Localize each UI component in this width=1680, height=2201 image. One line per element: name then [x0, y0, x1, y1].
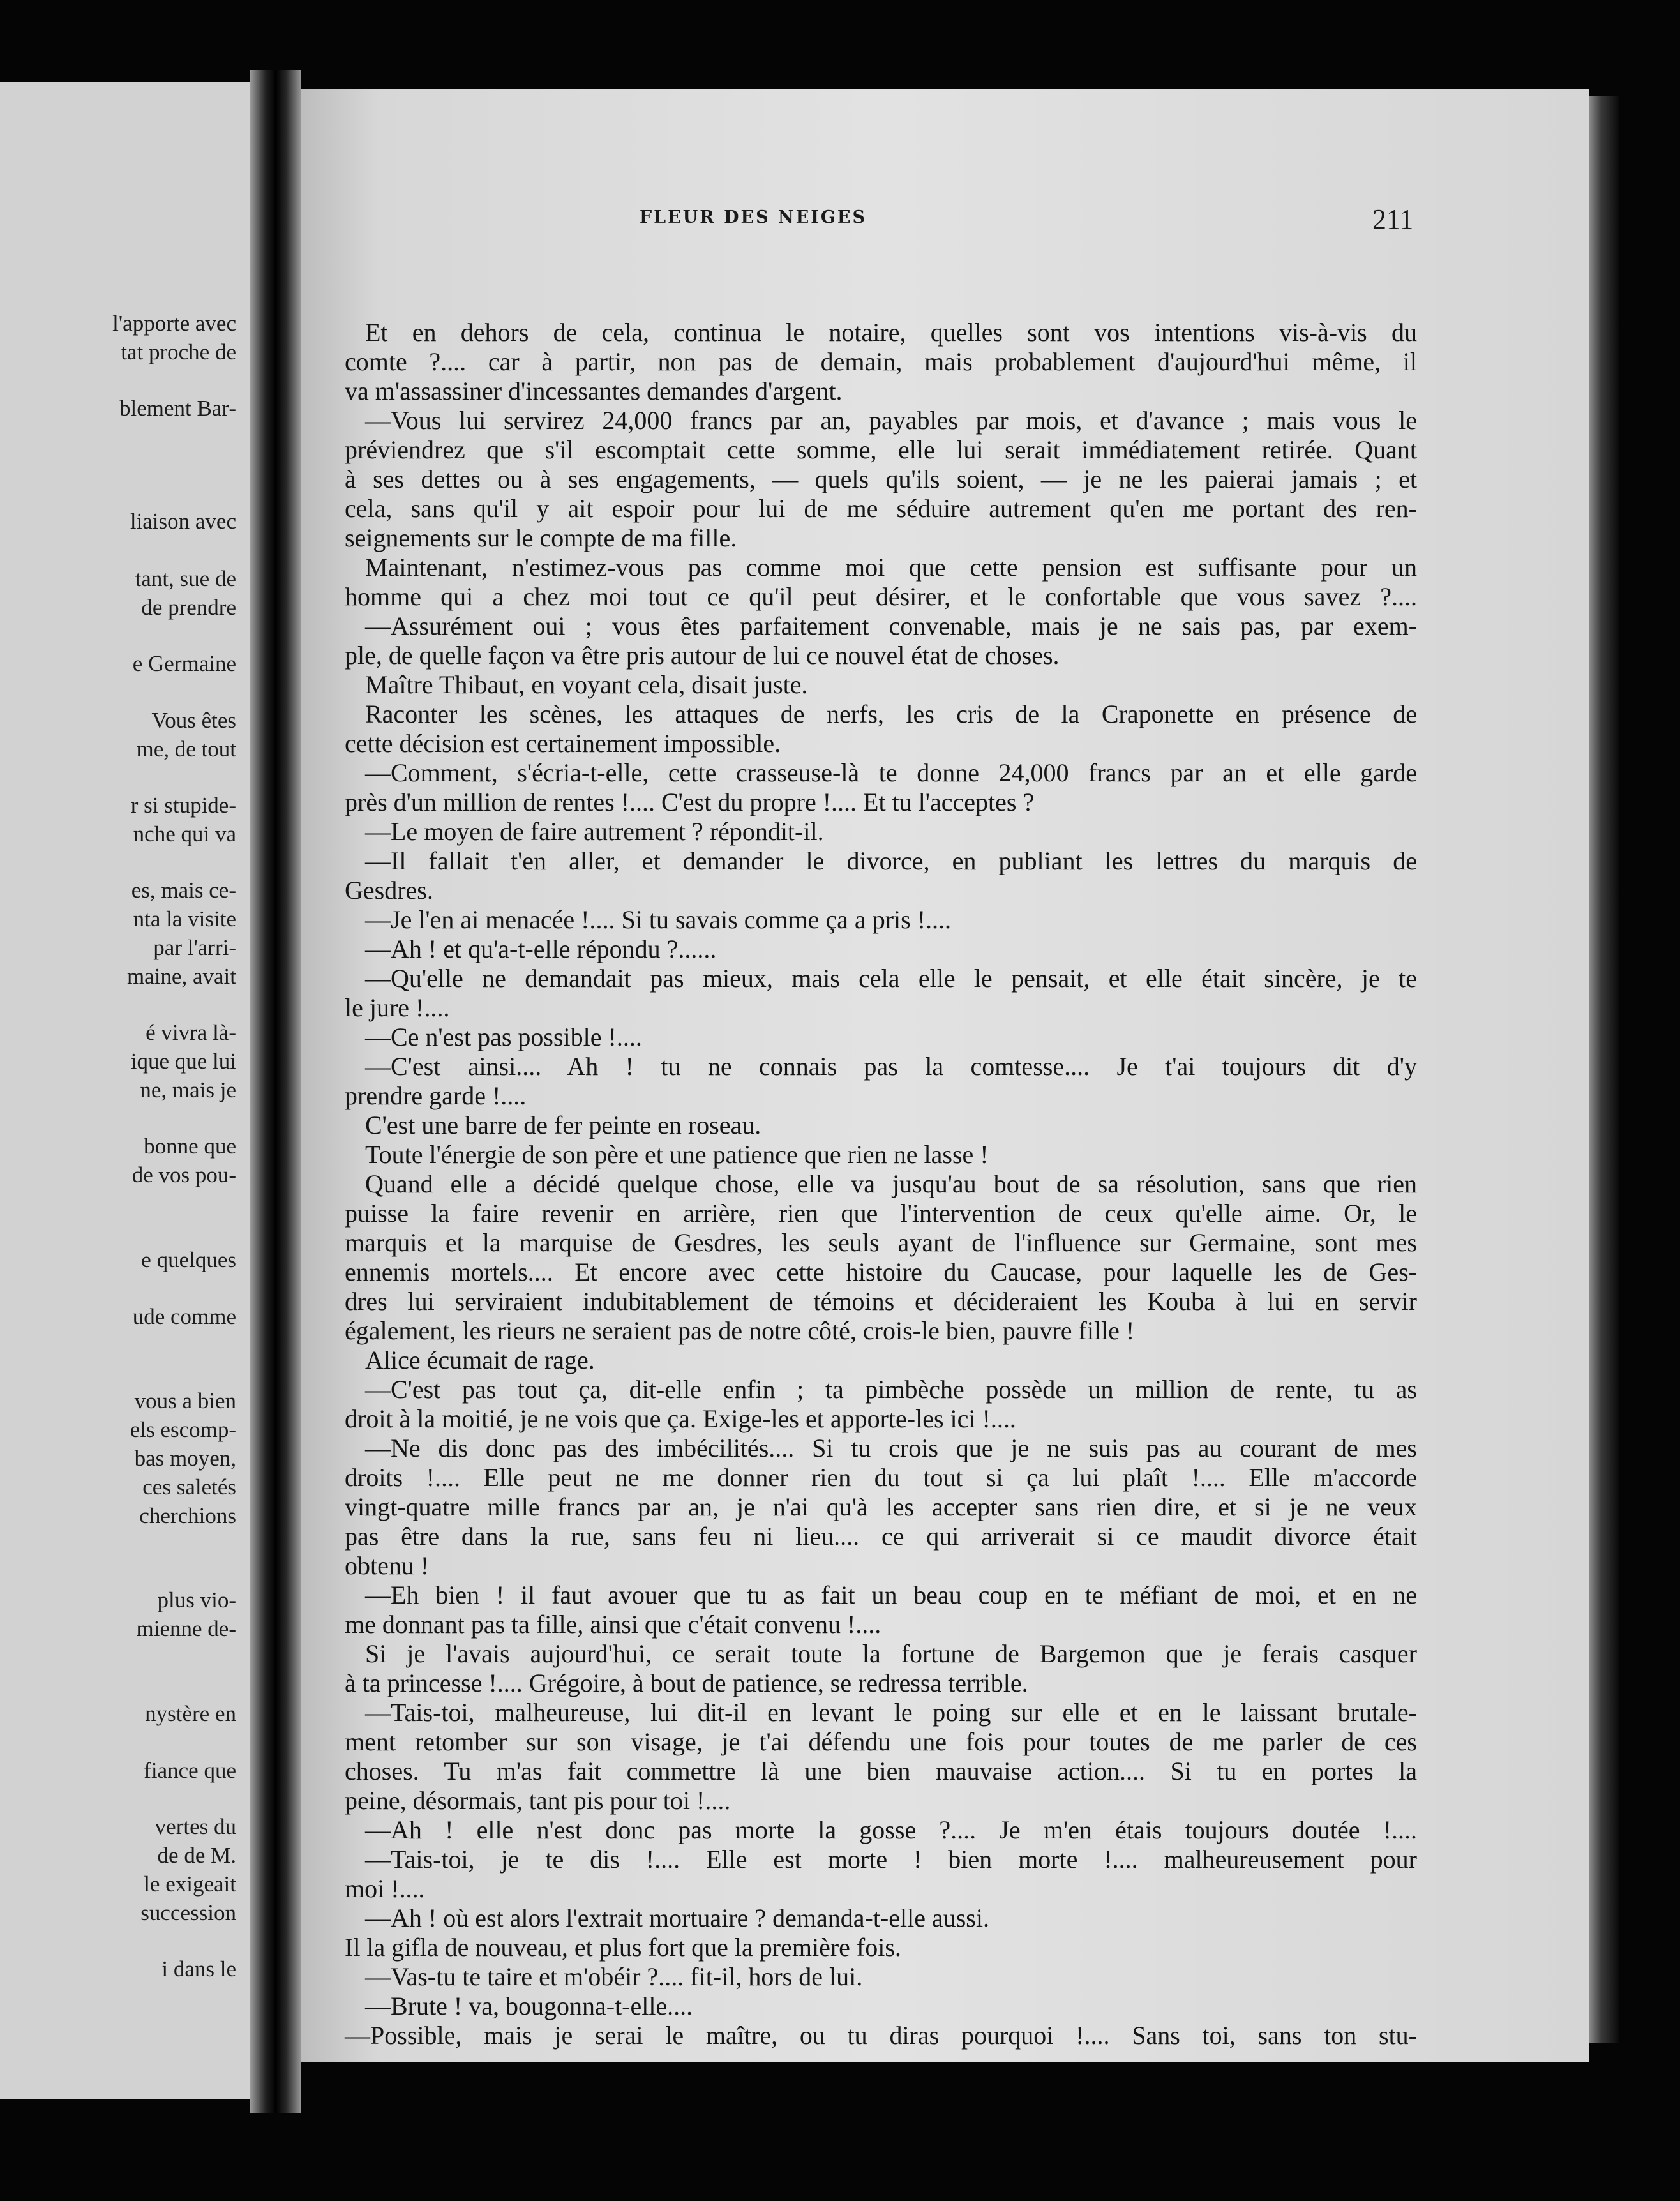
body-text-line: pas être dans la rue, sans feu ni lieu.... ce qui arriverait si ce maudit divorce était	[345, 1522, 1417, 1551]
body-text-line: moi !....	[345, 1874, 425, 1903]
body-text-line: à ses dettes ou à ses engagements, — quels qu'ils soient, — je ne les paierai jamais ; et	[345, 465, 1417, 493]
previous-page	[0, 82, 250, 2099]
body-text-line: ment retomber sur son visage, je t'ai défendu une fois pour toutes de me parler de ces	[345, 1727, 1417, 1756]
body-text-line: Si je l'avais aujourd'hui, ce serait toute la fortune de Bargemon que je ferais casquer	[365, 1639, 1417, 1668]
body-text-line: le jure !....	[345, 993, 450, 1022]
body-text-line: —Ne dis donc pas des imbécilités.... Si tu crois que je ne suis pas au courant de mes	[365, 1434, 1417, 1462]
left-page-text-line: de vos pou-	[131, 1162, 236, 1187]
left-page-text-line: tat proche de	[121, 340, 236, 364]
left-page-text-line: é vivra là-	[146, 1020, 236, 1045]
body-text-line: —Ah ! elle n'est donc pas morte la gosse ?.... Je m'en étais toujours doutée !....	[365, 1815, 1417, 1844]
body-text-line: obtenu !	[345, 1551, 430, 1580]
body-text-line: —Brute ! va, bougonna-t-elle....	[365, 1992, 693, 2020]
left-page-text-line: plus vio-	[157, 1588, 236, 1612]
body-text-line: cela, sans qu'il y ait espoir pour lui de me séduire autrement qu'en me portant des ren-	[345, 494, 1417, 523]
body-text-line: va m'assassiner d'incessantes demandes d'argent.	[345, 377, 843, 405]
body-text-line: vingt-quatre mille francs par an, je n'ai qu'à les accepter sans rien dire, et si je ne veux	[345, 1492, 1417, 1521]
body-text-line: —Qu'elle ne demandait pas mieux, mais cela elle le pensait, et elle était sincère, je te	[365, 964, 1417, 993]
left-page-text-line: l'apporte avec	[112, 311, 236, 336]
body-text-line: Il la gifla de nouveau, et plus fort que la première fois.	[345, 1933, 901, 1962]
left-page-text-line: nta la visite	[133, 906, 236, 931]
left-page-text-line: ces saletés	[142, 1475, 236, 1499]
running-head: FLEUR DES NEIGES	[639, 207, 867, 227]
body-text-line: ennemis mortels.... Et encore avec cette histoire du Caucase, pour laquelle les de Ges-	[345, 1258, 1417, 1286]
left-page-text-line: fiance que	[144, 1758, 236, 1783]
body-text-line: dres lui serviraient indubitablement de témoins et décideraient les Kouba à lui en servir	[345, 1287, 1417, 1316]
body-text-line: —Je l'en ai menacée !.... Si tu savais comme ça a pris !....	[365, 905, 952, 934]
body-text-line: marquis et la marquise de Gesdres, les seuls ayant de l'influence sur Germaine, sont mes	[345, 1228, 1417, 1257]
body-text-line: —Ah ! où est alors l'extrait mortuaire ? demanda-t-elle aussi.	[365, 1904, 989, 1932]
body-text-line: —Il fallait t'en aller, et demander le divorce, en publiant les lettres du marquis de	[365, 846, 1417, 875]
body-text-line: cette décision est certainement impossible.	[345, 729, 781, 758]
left-page-text-line: cherchions	[139, 1503, 236, 1528]
body-text-line: prendre garde !....	[345, 1081, 527, 1110]
left-page-text-line: le exigeait	[144, 1872, 236, 1897]
body-text-line: Maintenant, n'estimez-vous pas comme moi que cette pension est suffisante pour un	[365, 553, 1417, 582]
left-page-text-line: succession	[140, 1900, 236, 1925]
left-page-text-line: Vous êtes	[151, 708, 236, 733]
body-text-line: homme qui a chez moi tout ce qu'il peut désirer, et le confortable que vous savez ?....	[345, 582, 1417, 611]
left-page-text-line: tant, sue de	[135, 566, 236, 591]
body-text-line: seignements sur le compte de ma fille.	[345, 523, 737, 552]
body-text-line: C'est une barre de fer peinte en roseau.	[365, 1111, 761, 1139]
left-page-text-line: els escomp-	[130, 1417, 236, 1442]
left-page-text-line: es, mais ce-	[131, 878, 236, 903]
left-page-text-line: me, de tout	[136, 737, 236, 762]
body-text-line: —Ah ! et qu'a-t-elle répondu ?......	[365, 935, 717, 963]
body-text-line: —C'est ainsi.... Ah ! tu ne connais pas la comtesse.... Je t'ai toujours dit d'y	[365, 1052, 1417, 1081]
left-page-text-line: ude comme	[132, 1304, 236, 1329]
body-text-line: choses. Tu m'as fait commettre là une bien mauvaise action.... Si tu en portes la	[345, 1757, 1417, 1785]
body-text-line: ple, de quelle façon va être pris autour de lui ce nouvel état de choses.	[345, 641, 1060, 670]
left-page-text-line: vertes du	[154, 1814, 236, 1839]
body-text-line: droit à la moitié, je ne vois que ça. Exige-les et apporte-les ici !....	[345, 1404, 1016, 1433]
body-text-line: —Eh bien ! il faut avouer que tu as fait un beau coup en te méfiant de moi, et en ne	[365, 1581, 1417, 1609]
body-text-line: —Comment, s'écria-t-elle, cette crasseuse-là te donne 24,000 francs par an et elle garde	[365, 758, 1417, 787]
body-text-line: droits !.... Elle peut ne me donner rien du tout si ça lui plaît !.... Elle m'accorde	[345, 1463, 1417, 1492]
body-text-line: —Vous lui servirez 24,000 francs par an, payables par mois, et d'avance ; mais vous le	[365, 406, 1417, 435]
body-text-line: Maître Thibaut, en voyant cela, disait juste.	[365, 670, 808, 699]
body-text-line: me donnant pas ta fille, ainsi que c'était convenu !....	[345, 1610, 881, 1639]
left-page-text-line: ne, mais je	[140, 1078, 236, 1102]
left-page-text-line: vous a bien	[134, 1388, 236, 1413]
body-text-line: Toute l'énergie de son père et une patience que rien ne lasse !	[365, 1140, 989, 1169]
body-text-line: —Le moyen de faire autrement ? répondit-il.	[365, 817, 824, 846]
body-text-line: puisse la faire revenir en arrière, rien que l'intervention de ceux qu'elle aime. Or, le	[345, 1199, 1417, 1228]
page-number: 211	[1372, 204, 1414, 235]
left-page-text-line: i dans le	[161, 1957, 236, 1981]
left-page-text-line: r si stupide-	[130, 793, 236, 818]
left-page-text-line: nystère en	[145, 1701, 236, 1726]
body-text-line: —Assurément oui ; vous êtes parfaitement convenable, mais je ne sais pas, par exem-	[365, 612, 1417, 640]
body-text-line: peine, désormais, tant pis pour toi !....	[345, 1786, 731, 1815]
left-page-text-line: bas moyen,	[134, 1446, 236, 1471]
body-text-line: —C'est pas tout ça, dit-elle enfin ; ta pimbèche possède un million de rente, tu as	[365, 1375, 1417, 1404]
body-text-line: —Tais-toi, je te dis !.... Elle est morte ! bien morte !.... malheureusement pour	[365, 1845, 1417, 1874]
page-edge-shadow	[1589, 96, 1619, 2043]
left-page-text-line: blement Bar-	[119, 396, 236, 421]
body-text-line: —Vas-tu te taire et m'obéir ?.... fit-il, hors de lui.	[365, 1962, 863, 1991]
left-page-text-line: e quelques	[141, 1247, 236, 1272]
body-text-line: près d'un million de rentes !.... C'est du propre !.... Et tu l'acceptes ?	[345, 788, 1035, 816]
book-gutter	[250, 70, 301, 2113]
left-page-text-line: bonne que	[144, 1134, 236, 1159]
body-text-line: Alice écumait de rage.	[365, 1346, 595, 1374]
body-text-line: —Ce n'est pas possible !....	[365, 1023, 642, 1051]
body-text-line: préviendrez que s'il escomptait cette somme, elle lui serait immédiatement retirée. Quant	[345, 435, 1417, 464]
body-text-line: comte ?.... car à partir, non pas de demain, mais probablement d'aujourd'hui même, il	[345, 347, 1417, 376]
body-text-line: Gesdres.	[345, 876, 433, 905]
left-page-text-line: de de M.	[157, 1843, 236, 1868]
body-text-line: Quand elle a décidé quelque chose, elle va jusqu'au bout de sa résolution, sans que rien	[365, 1169, 1417, 1198]
body-text-line: à ta princesse !.... Grégoire, à bout de patience, se redressa terrible.	[345, 1669, 1028, 1697]
left-page-text-line: de prendre	[141, 595, 236, 620]
left-page-text-line: ique que lui	[130, 1049, 236, 1074]
body-text-line: —Possible, mais je serai le maître, ou tu diras pourquoi !.... Sans toi, sans ton stu-	[345, 2021, 1417, 2050]
body-text-line: également, les rieurs ne seraient pas de notre côté, crois-le bien, pauvre fille !	[345, 1316, 1135, 1345]
left-page-text-line: e Germaine	[132, 651, 236, 676]
left-page-text-line: nche qui va	[133, 822, 236, 846]
left-page-text-line: par l'arri-	[153, 935, 236, 960]
body-text-line: Et en dehors de cela, continua le notaire, quelles sont vos intentions vis-à-vis du	[365, 318, 1417, 347]
left-page-text-line: liaison avec	[130, 509, 236, 534]
left-page-text-line: maine, avait	[126, 964, 236, 989]
left-page-text-line: mienne de-	[136, 1616, 236, 1641]
body-text-line: Raconter les scènes, les attaques de nerfs, les cris de la Craponette en présence de	[365, 700, 1417, 728]
body-text-line: —Tais-toi, malheureuse, lui dit-il en levant le poing sur elle et en le laissant brutale-	[365, 1698, 1417, 1727]
